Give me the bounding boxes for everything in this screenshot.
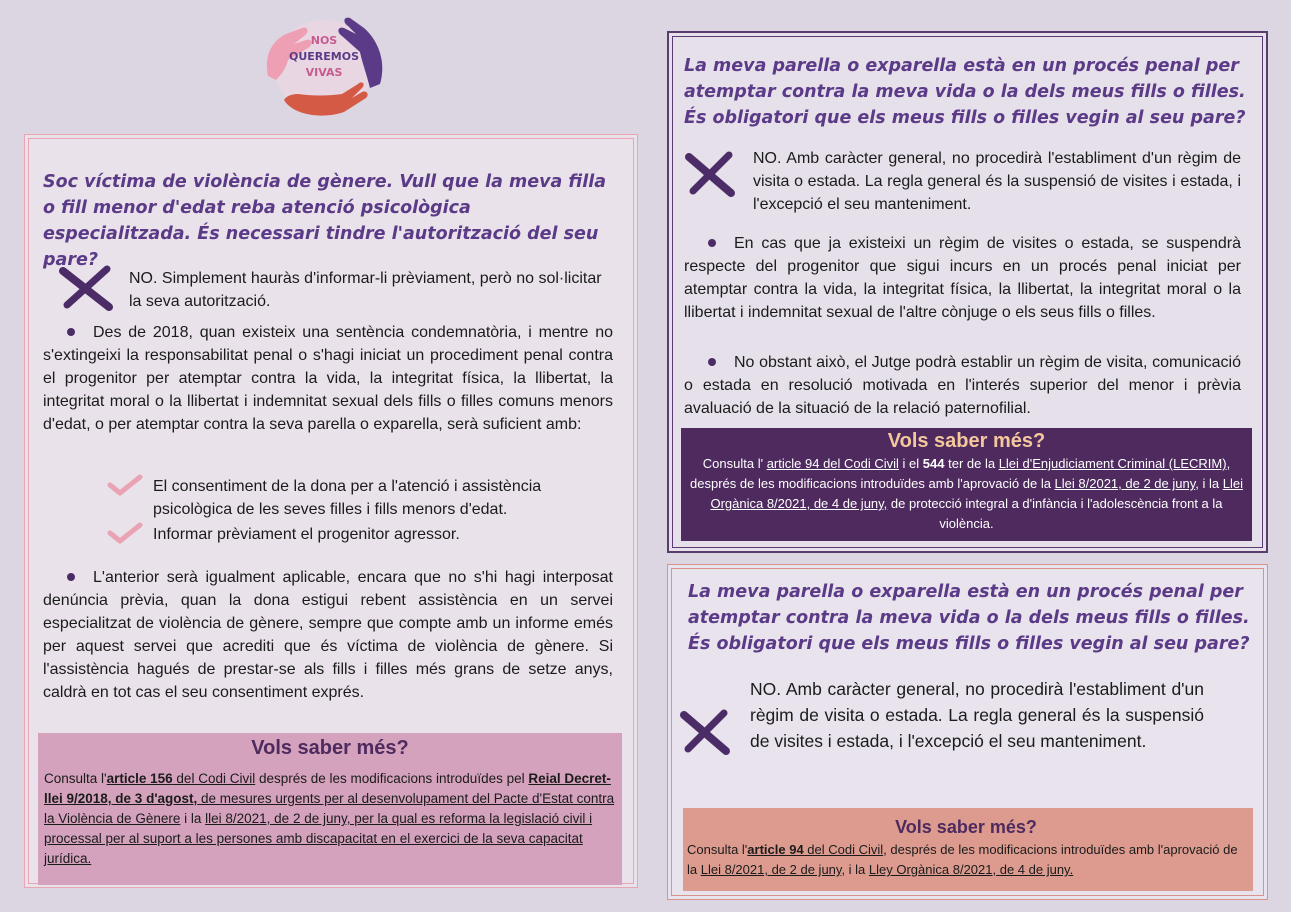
x-mark-icon (59, 265, 115, 316)
rtop-bullet-2-text: No obstant això, el Jutge podrà establir un règim de visita, comunicació o estada en resolució motivada en l'interés superior del menor i prèvia avaluació de la situació de la relació paternofilial. (684, 354, 1241, 417)
link-article-156[interactable]: article 156 (106, 771, 173, 786)
check-item (107, 475, 607, 521)
x-mark-icon (680, 709, 732, 760)
rtop-bullet-2 (684, 351, 1241, 420)
x-mark-icon (685, 151, 737, 202)
link-llei-8-2021[interactable]: Llei 8/2021, de 2 de juny (1054, 476, 1196, 491)
more-info-body: Consulta l'article 156 del Codi Civil després de les modificacions introduïdes pel Reial Decret-llei 9/2018, de 3 d'agost, de mesures urgents per al desenvolupament del Pacte d'Estat contra la Violència de Gènere i la llei 8/2021, de 2 de juny, per la qual es reforma la legislació civil i processal per al suport a les persones amb discapacitat en el exercici de la seva capacitat jurídica. (44, 771, 615, 866)
bullet-icon (67, 328, 75, 336)
left-bullet-2-text: L'anterior serà igualment aplicable, encara que no s'hi hagi interposat denúncia prèvia, quan la dona estigui rebent assistència en un servei especialitzat de violència de gènere, sempre que compte amb un informe emés per aquest servei que acrediti que és víctima de violència de gènere. Si l'assistència hagués de prestar-se als fills i filles més grans de setze anys, caldrà en tot cas el seu consentiment exprés. (43, 569, 613, 701)
rtop-bullet-1 (684, 232, 1241, 324)
right-bottom-info-card (667, 564, 1268, 900)
link-llei-8-2021[interactable]: llei 8/2021, de 2 de juny, per la qual es reforma la legislació civil i processal per al suport a les persones amb discapacitat en el exercici de la seva capacitat jurídica. (44, 811, 593, 866)
left-bullet-2 (43, 566, 613, 704)
rbot-answer: NO. Amb caràcter general, no procedirà l'establiment d'un règim de visita o estada. La regla general és la suspensió de visites i estada, i l'excepció el seu manteniment. (750, 679, 1204, 751)
left-question: Soc víctima de violència de gènere. Vull que la meva filla o fill menor d'edat reba atenció psicològica especialitzada. És necessari tindre l'autorització del seu pare? (43, 172, 606, 270)
left-answer: NO. Simplement hauràs d'informar-li prèviament, però no sol·licitar la seva autorització. (129, 270, 602, 310)
bullet-icon (708, 239, 716, 247)
link-lecrim[interactable]: Llei d'Enjudiciament Criminal (LECRIM) (998, 456, 1227, 471)
right-top-info-card (667, 31, 1268, 553)
link-llei-organica-8-2021[interactable]: Llei Orgànica 8/2021, de 4 de juny, (710, 476, 1243, 511)
check-icon (107, 473, 143, 504)
link-article-94[interactable]: article 94 (747, 842, 804, 857)
left-check-list (107, 475, 607, 546)
left-more-info-box (38, 733, 622, 885)
logo-text-2: QUEREMOS (288, 50, 360, 63)
check-item-text: El consentiment de la dona per a l'atenció i assistència psicològica de les seves filles i fills menors d'edat. (153, 478, 542, 518)
check-item (107, 523, 607, 546)
rbot-more-info-box (683, 808, 1253, 891)
bullet-icon (67, 573, 75, 581)
left-bullet-1 (43, 321, 613, 436)
check-item-text: Informar prèviament el progenitor agressor. (153, 526, 460, 543)
nos-queremos-vivas-logo (258, 14, 390, 122)
more-info-title: Vols saber més? (251, 737, 409, 759)
link-llei-organica-8-2021[interactable]: Lley Orgànica 8/2021, de 4 de juny. (868, 862, 1074, 877)
rtop-question: La meva parella o exparella està en un procés penal per atemptar contra la meva vida o la dels meus fills o filles. És obligatori que els meus fills o filles vegin al seu pare? (684, 56, 1246, 128)
left-info-card (24, 134, 638, 888)
more-info-body: Consulta l' article 94 del Codi Civil i el 544 ter de la Llei d'Enjudiciament Criminal (LECRIM), després de les modificacions introduïdes amb l'aprovació de la Llei 8/2021, de 2 de juny, i la Llei Orgànica 8/2021, de 4 de juny, de protecció integral a d'infància i l'adolescència front a la violència. (690, 456, 1243, 531)
link-article-94[interactable]: article 94 del Codi Civil (766, 456, 899, 471)
logo-text-1: NOS (310, 34, 338, 47)
more-info-title: Vols saber més? (895, 817, 1037, 837)
rtop-answer: NO. Amb caràcter general, no procedirà l'establiment d'un règim de visita o estada. La regla general és la suspensió de visites i estada, i l'excepció el seu manteniment. (753, 150, 1241, 213)
check-icon (107, 521, 143, 552)
logo-text-3: VIVAS (305, 66, 343, 79)
rtop-more-info-box (681, 428, 1252, 541)
link-reial-decret[interactable]: Reial Decret-llei 9/2018, de 3 d'agost, (44, 771, 611, 806)
more-info-body: Consulta l'article 94 del Codi Civil, després de les modificacions introduïdes amb l'aprovació de la Llei 8/2021, de 2 de juny, i la Lley Orgànica 8/2021, de 4 de juny. (687, 842, 1238, 877)
rtop-bullet-1-text: En cas que ja existeixi un règim de visites o estada, se suspendrà respecte del progenitor que sigui incurs en un procés penal iniciat per atemptar contra la vida, la integritat física, la llibertat, la integritat moral o la llibertat i indemnitat sexual de l'altre cònjuge o els seus fills o filles. (684, 235, 1241, 321)
left-bullet-1-text: Des de 2018, quan existeix una sentència condemnatòria, i mentre no s'extingeixi la responsabilitat penal o s'hagi iniciat un procediment penal contra el progenitor per atemptar contra la vida, la integritat física, la llibertat, la integritat moral o la llibertat i indemnitat sexual dels fills o filles comuns menors d'edat, o per atemptar contra la seva parella o exparella, serà suficient amb: (43, 324, 613, 433)
rbot-question: La meva parella o exparella està en un procés penal per atemptar contra la meva vida o la dels meus fills o filles. És obligatori que els meus fills o filles vegin al seu pare? (688, 582, 1250, 654)
link-llei-8-2021[interactable]: Llei 8/2021, de 2 de juny (700, 862, 842, 877)
bullet-icon (708, 358, 716, 366)
more-info-title: Vols saber més? (887, 430, 1046, 452)
